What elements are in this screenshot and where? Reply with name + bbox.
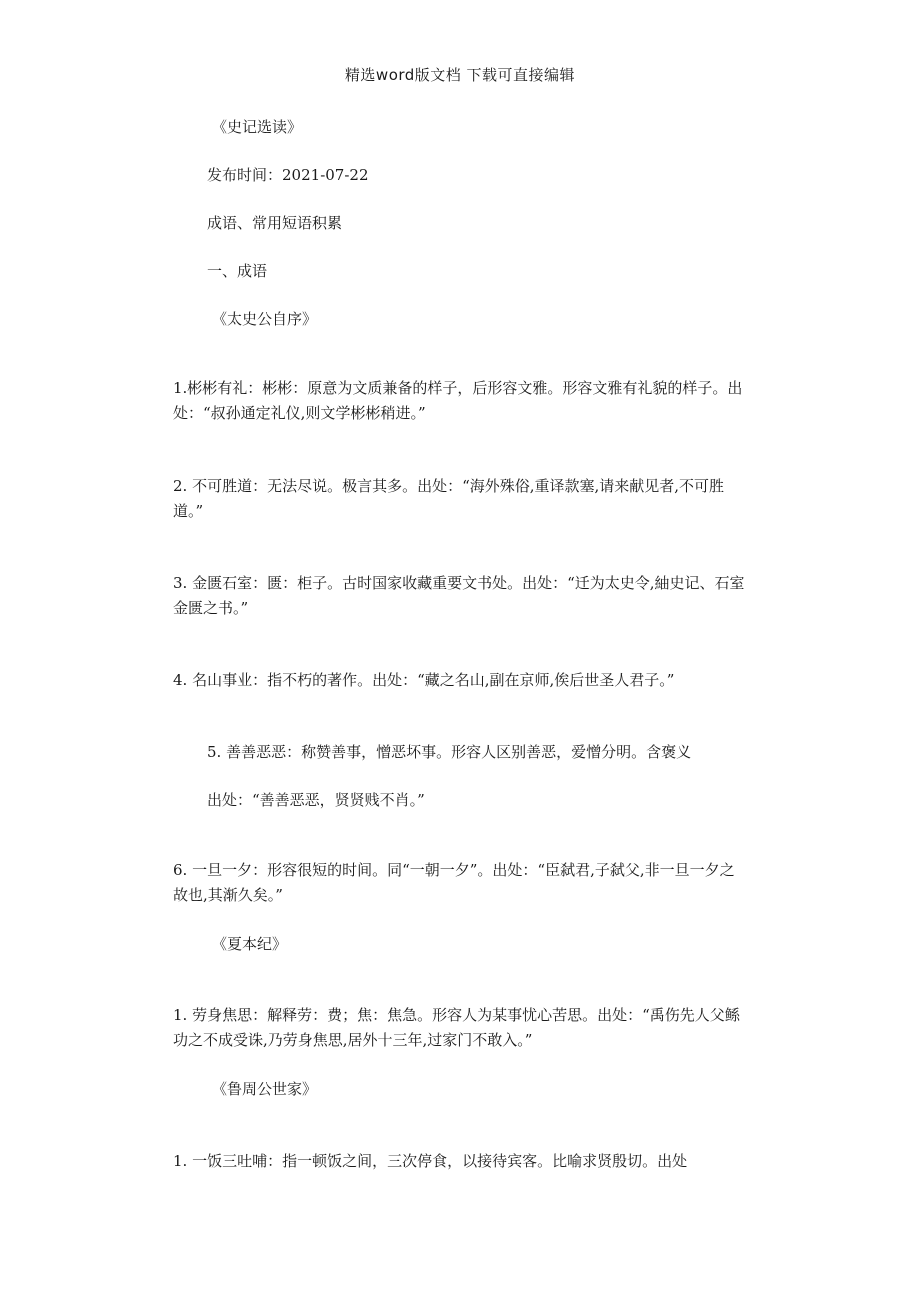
- idiom-item-1: 1.彬彬有礼：彬彬：原意为文质兼备的样子，后形容文雅。形容文雅有礼貌的样子。出处：“叔孙通定礼仪,则文学彬彬稍进。”: [173, 379, 743, 422]
- subsection-heading: 一、成语: [207, 262, 268, 280]
- idiom-item-5-line2: 出处：“善善恶恶，贤贤贱不肖。”: [207, 791, 425, 809]
- idiom-item-4: 4. 名山事业：指不朽的著作。出处：“藏之名山,副在京师,俟后世圣人君子。”: [173, 671, 675, 689]
- chapter-heading-taishigong: 《太史公自序》: [212, 310, 318, 328]
- chapter-heading-luzhougong: 《鲁周公世家》: [212, 1080, 318, 1098]
- idiom-item-6: 6. 一旦一夕：形容很短的时间。同“一朝一夕”。出处：“臣弑君,子弑父,非一旦一夕之故也,其渐久矣。”: [173, 861, 735, 904]
- publish-line: [207, 164, 369, 185]
- chapter-heading-xiabenji: 《夏本纪》: [212, 935, 288, 953]
- idiom-item-7: 1. 劳身焦思：解释劳：费；焦：焦急。形容人为某事忧心苦思。出处：“禹伤先人父鲧功之不成受诛,乃劳身焦思,居外十三年,过家门不敢入。”: [173, 1006, 740, 1049]
- idiom-item-5-line1: 5. 善善恶恶：称赞善事，憎恶坏事。形容人区别善恶，爱憎分明。含褒义: [207, 743, 692, 761]
- publish-date: 2021-07-22: [282, 166, 369, 184]
- idiom-item-2: 2. 不可胜道：无法尽说。极言其多。出处：“海外殊俗,重译款塞,请来献见者,不可胜道。”: [173, 477, 725, 520]
- doc-title: 《史记选读》: [212, 118, 303, 136]
- section-heading: 成语、常用短语积累: [207, 214, 343, 232]
- page-header: 精选word版文档 下载可直接编辑: [344, 66, 576, 84]
- publish-label: 发布时间：: [207, 166, 283, 184]
- idiom-item-8: 1. 一饭三吐哺：指一顿饭之间，三次停食，以接待宾客。比喻求贤殷切。出处: [173, 1152, 688, 1170]
- idiom-item-3: 3. 金匮石室：匮：柜子。古时国家收藏重要文书处。出处：“迁为太史令,紬史记、石室金匮之书。”: [173, 574, 745, 617]
